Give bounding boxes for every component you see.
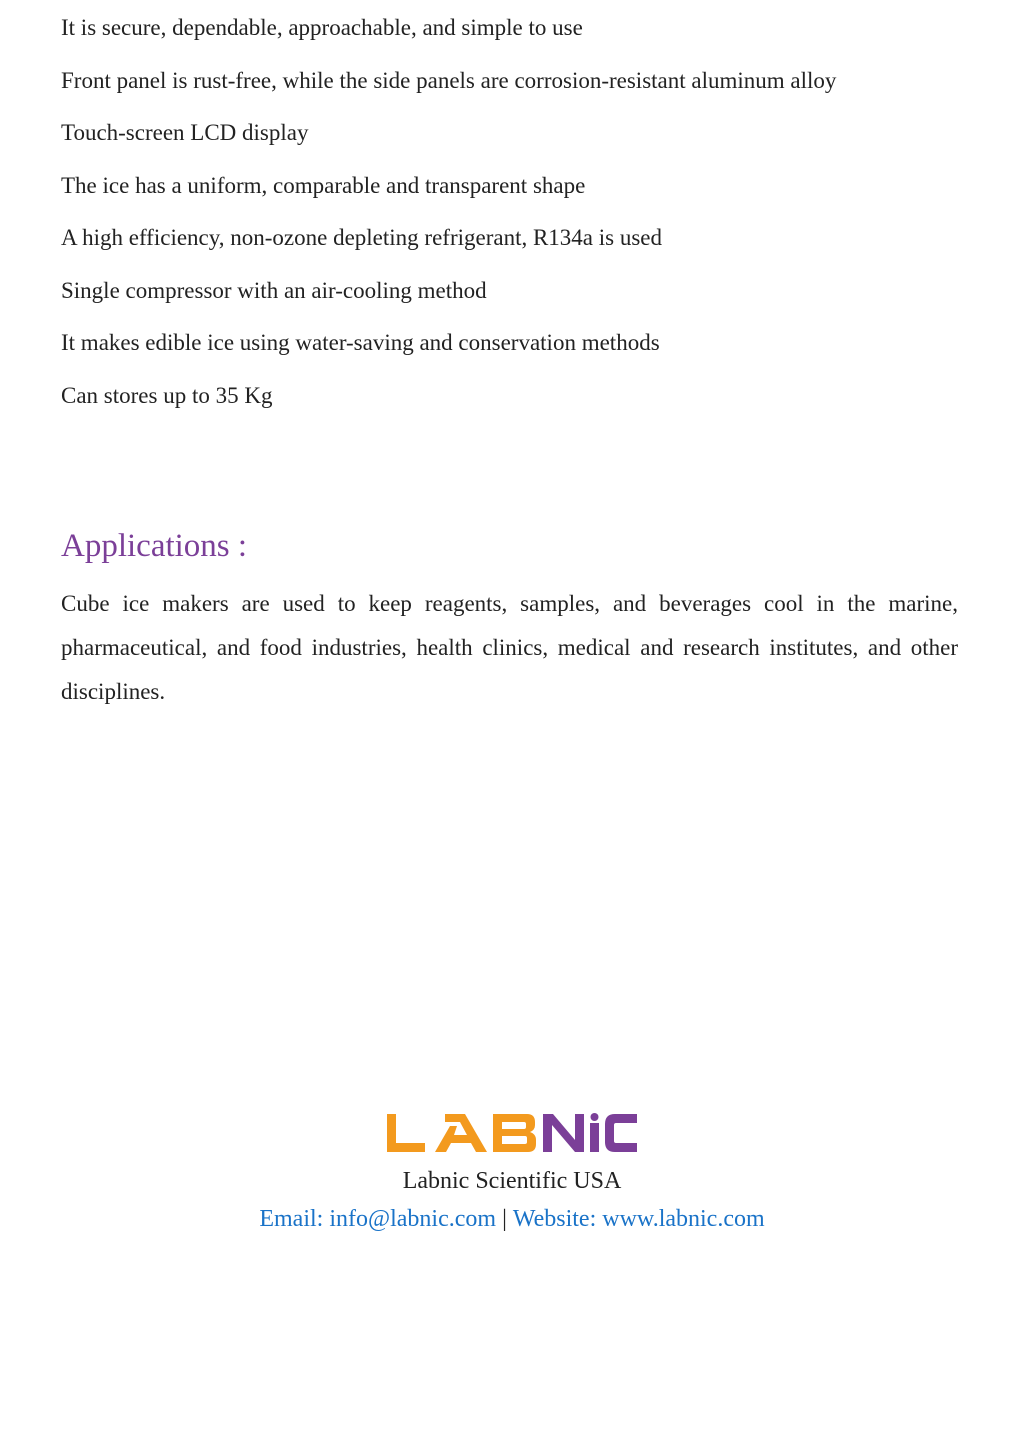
logo-letter-i-dot [591, 1113, 599, 1121]
feature-item: A high efficiency, non-ozone depleting refrigerant, R134a is used [61, 225, 663, 250]
feature-item: It is secure, dependable, approachable, and simple to use [61, 15, 583, 40]
logo-letter-c [605, 1114, 637, 1152]
logo-letter-l [387, 1114, 425, 1152]
logo-letter-b [493, 1114, 536, 1152]
logo-letter-n [543, 1114, 584, 1152]
feature-list [61, 6, 921, 426]
footer [0, 1110, 1024, 1236]
applications-paragraph: Cube ice makers are used to keep reagents, samples, and beverages cool in the marine, pharmaceutical, and food industries, health clinics, medical and research institutes, and other disciplines. [61, 591, 958, 704]
feature-item-text: Front panel is rust-free, while the side panels are corrosion-resistant aluminum alloy [61, 67, 837, 93]
logo-letter-i [590, 1123, 599, 1152]
contact-separator: | [502, 1206, 507, 1232]
contact-line [0, 1202, 1024, 1236]
feature-item [61, 59, 881, 103]
website-link[interactable]: Website: www.labnic.com [512, 1206, 765, 1232]
feature-item: Touch-screen LCD display [61, 120, 309, 145]
feature-item: It makes edible ice using water-saving and conservation methods [61, 330, 660, 355]
feature-item: Can stores up to 35 Kg [61, 382, 273, 408]
feature-item: The ice has a uniform, comparable and transparent shape [61, 172, 586, 198]
applications-heading: Applications : [61, 528, 248, 564]
logo-letter-a [435, 1114, 487, 1152]
company-name: Labnic Scientific USA [402, 1168, 622, 1194]
labnic-logo [383, 1110, 641, 1158]
email-link[interactable]: Email: info@labnic.com [259, 1206, 497, 1232]
feature-item: Single compressor with an air-cooling method [61, 277, 487, 303]
